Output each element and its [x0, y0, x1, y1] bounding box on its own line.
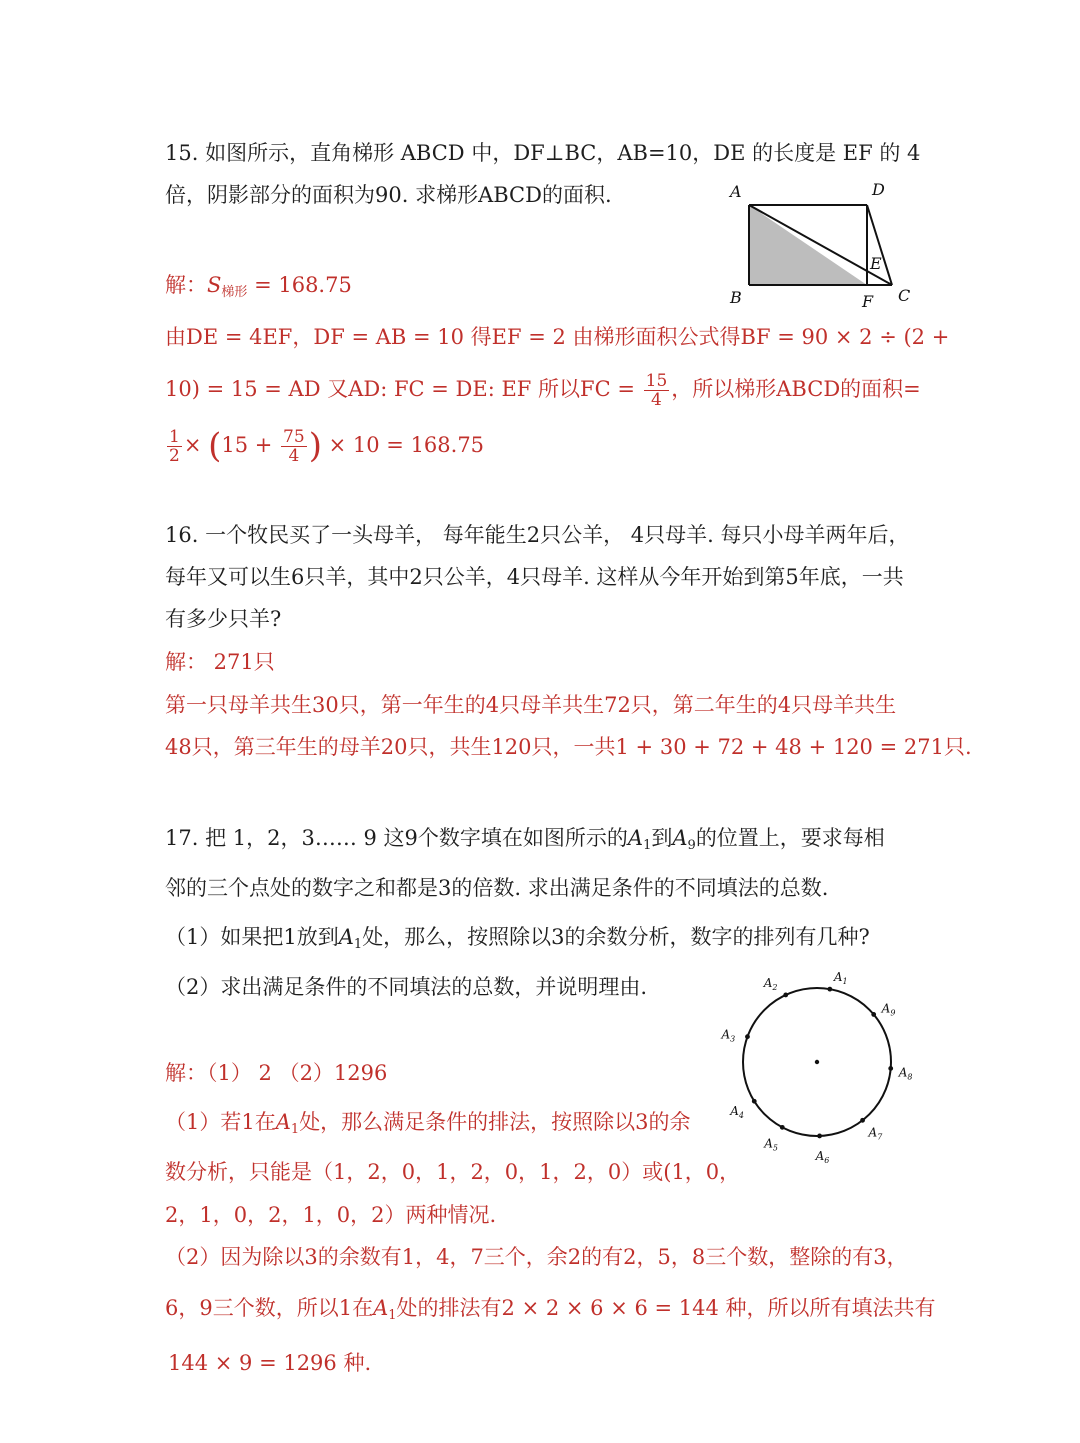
circle-point-a1 [827, 987, 832, 992]
q16-solution-2: 48只，第三年生的母羊20只，共生120只，一共1 + 30 + 72 + 48 + 120 = 271只. [165, 735, 972, 759]
circle-point-a6 [817, 1134, 822, 1139]
circle-label-a2: $A_2$ [763, 975, 778, 992]
frac-denominator: 2 [169, 446, 180, 466]
q17-solution-3: 2，1，0，2，1，0，2）两种情况. [165, 1203, 497, 1227]
q17-solution-6: 144 × 9 = 1296 种. [168, 1351, 372, 1375]
q17-sub-q1-a: A [338, 925, 354, 949]
q17-line-1c: 的位置上，要求每相 [695, 826, 885, 850]
q16-answer: 解： 271只 [165, 650, 275, 674]
q17-a9-sub: 9 [687, 838, 696, 853]
q15-answer-prefix: 解： [165, 273, 207, 297]
frac-numerator: 75 [283, 427, 305, 447]
q15-trapezoid-figure [720, 175, 920, 315]
frac-numerator: 15 [645, 371, 668, 391]
q17-sol1-a: A [275, 1110, 291, 1134]
shaded-triangle [749, 205, 867, 285]
q17-sub-q1b: 处，那么，按照除以3的余数分析，数字的排列有几种? [362, 925, 870, 949]
label-a: A [730, 182, 742, 201]
circle-label-a6: $A_6$ [815, 1148, 830, 1165]
q17-sol5-a: A [373, 1296, 389, 1320]
label-f: F [862, 292, 874, 311]
label-b: B [730, 288, 742, 307]
circle-point-a9 [871, 1012, 876, 1017]
q17-solution-4: （2）因为除以3的余数有1，4，7三个，余2的有2，5，8三个数，整除的有3， [165, 1245, 908, 1269]
q17-sol1-sub: 1 [290, 1122, 300, 1137]
q15-solution-3a: × [183, 433, 209, 457]
q17-sub-q1-sub: 1 [353, 937, 363, 952]
circle-point-a8 [888, 1066, 893, 1071]
q15-answer [165, 270, 352, 308]
label-c: C [898, 286, 911, 305]
q17-sub-question-2: （2）求出满足条件的不同填法的总数，并说明理由. [165, 975, 648, 999]
circle-point-a4 [752, 1099, 757, 1104]
q17-a1: A [627, 826, 644, 850]
q15-solution-2b: ，所以梯形ABCD的面积= [671, 377, 921, 401]
q15-line-1: 15. 如图所示，直角梯形 ABCD 中，DF⊥BC，AB=10，DE 的长度是 EF 的 4 [165, 141, 921, 165]
circle-point-a5 [780, 1125, 785, 1130]
q16-line-2: 每年又可以生6只羊，其中2只公羊，4只母羊. 这样从今年开始到第5年底，一共 [165, 565, 904, 589]
circle-point-a3 [745, 1034, 750, 1039]
q16-line-1: 16. 一个牧民买了一头母羊， 每年能生2只公羊， 4只母羊. 每只小母羊两年后， [165, 523, 910, 547]
circle-label-a3: $A_3$ [721, 1027, 736, 1044]
circle-label-a8: $A_8$ [898, 1065, 913, 1082]
left-paren: ( [208, 426, 222, 466]
q15-fraction-75-4 [281, 428, 307, 465]
q15-solution-2a: 10) = 15 = AD 又AD: FC = DE: EF 所以FC = [165, 377, 642, 401]
q17-sol5b: 处的排法有 [396, 1296, 502, 1320]
label-d: D [872, 180, 885, 199]
q17-circle-figure [715, 965, 925, 1165]
q17-sol1a: （1）若1在 [165, 1110, 276, 1134]
q15-answer-s-sub: 梯形 [221, 285, 248, 300]
q16-line-3: 有多少只羊? [165, 607, 282, 631]
circle-label-a4: $A_4$ [730, 1104, 745, 1121]
q15-solution-3b: 15 + [221, 433, 280, 457]
circle-point-a2 [783, 993, 788, 998]
q17-line-1a: 17. 把 1，2，3…… 9 这9个数字填在如图所示的 [165, 826, 628, 850]
q17-answer: 解：（1） 2 （2）1296 [165, 1061, 388, 1085]
q17-a1-sub: 1 [643, 838, 652, 853]
frac-denominator: 4 [651, 390, 662, 410]
q17-sub-question-1 [165, 922, 870, 960]
q17-a9: A [672, 826, 688, 850]
q15-solution-3 [165, 428, 484, 465]
q17-solution-1 [165, 1107, 691, 1145]
q15-solution-3c: × 10 = 168.75 [321, 433, 485, 457]
q17-sol5-sub: 1 [388, 1308, 397, 1323]
frac-numerator: 1 [169, 427, 180, 447]
q15-answer-value: = 168.75 [247, 273, 352, 297]
q15-fraction-15-4 [644, 372, 670, 409]
q17-line-2: 邻的三个点处的数字之和都是3的倍数. 求出满足条件的不同填法的总数. [165, 876, 829, 900]
circle-label-a1: $A_1$ [833, 970, 848, 987]
label-e: E [870, 254, 882, 273]
q15-fraction-1-2 [167, 428, 182, 465]
q17-line-1b: 到 [651, 826, 673, 850]
q17-solution-5 [165, 1293, 936, 1331]
circle-label-a7: $A_7$ [868, 1125, 883, 1142]
q17-sol5a: 6，9三个数，所以1在 [165, 1296, 374, 1320]
q17-line-1 [165, 823, 885, 861]
frac-denominator: 4 [288, 446, 300, 466]
circle-label-a9: $A_9$ [881, 1001, 896, 1018]
q15-solution-1: 由DE = 4EF，DF = AB = 10 得EF = 2 由梯形面积公式得BF = 90 × 2 ÷ (2 + [165, 325, 950, 349]
q17-sol5c: 2 × 2 × 6 × 6 = 144 [501, 1296, 719, 1320]
circle-center-dot [815, 1060, 819, 1064]
q17-sol5d: 种，所以所有填法共有 [718, 1296, 936, 1320]
q17-sol1b: 处，那么满足条件的排法，按照除以3的余 [299, 1110, 691, 1134]
q15-solution-2 [165, 372, 921, 409]
q17-solution-2: 数分析，只能是（1，2，0，1，2，0，1，2，0）或(1，0， [165, 1160, 741, 1184]
q17-sub-q1a: （1）如果把1放到 [165, 925, 339, 949]
q15-line-2: 倍，阴影部分的面积为90. 求梯形ABCD的面积. [165, 183, 612, 207]
q16-solution-1: 第一只母羊共生30只，第一年生的4只母羊共生72只，第二年生的4只母羊共生 [165, 693, 897, 717]
right-paren: ) [308, 426, 322, 466]
q15-answer-s: S [207, 273, 222, 297]
circle-point-a7 [860, 1118, 865, 1123]
circle-label-a5: $A_5$ [764, 1136, 779, 1153]
